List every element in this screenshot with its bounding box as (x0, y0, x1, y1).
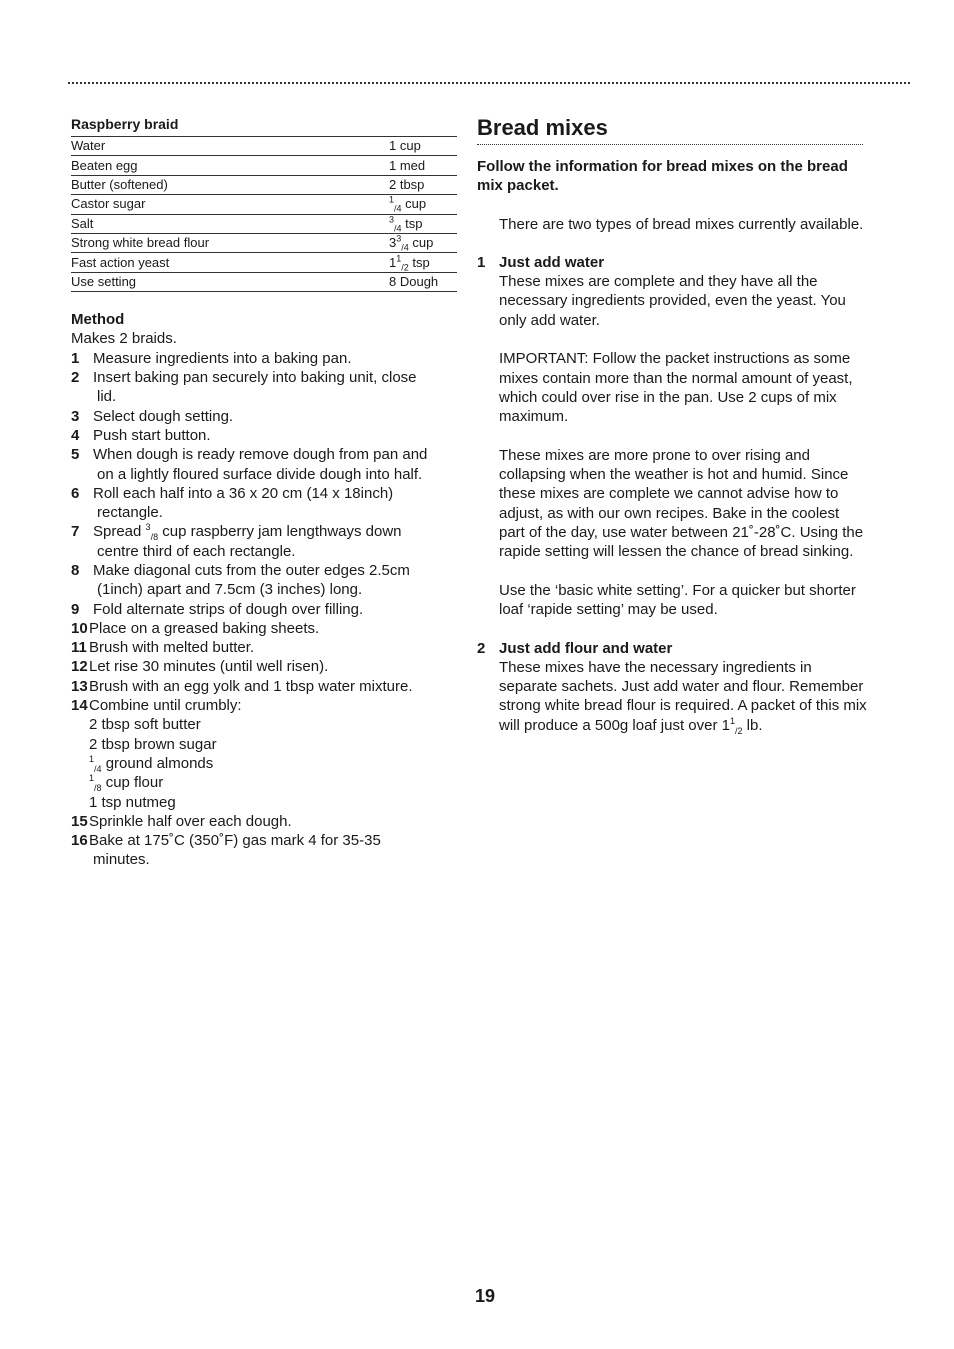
crumble-item: $^1_{/8}$ cup flour (89, 773, 164, 794)
ingredient-name: Salt (71, 214, 389, 233)
ingredient-name: Use setting (71, 272, 389, 291)
method-step: 3 Select dough setting. (71, 407, 234, 425)
method-step: 13 Brush with an egg yolk and 1 tbsp water mixture. (71, 677, 413, 695)
method-step: 10 Place on a greased baking sheets. (71, 619, 320, 637)
method-step: 16 Bake at 175˚C (350˚F) gas mark 4 for 35-35 minutes. (71, 832, 381, 869)
ingredient-row (71, 137, 457, 156)
bread-mixes-intro: Follow the information for bread mixes on the bread mix packet. (477, 158, 848, 195)
ingredient-name: Fast action yeast (71, 253, 389, 272)
method-step: 1 Measure ingredients into a baking pan. (71, 349, 352, 367)
ingredient-quantity: 1 cup (389, 137, 457, 156)
recipe-title: Raspberry braid (71, 116, 179, 132)
method-step: 9 Fold alternate strips of dough over filling. (71, 600, 364, 618)
ingredient-quantity: 1 med (389, 156, 457, 175)
top-dotted-rule (68, 82, 910, 84)
ingredient-row (71, 214, 457, 233)
method-intro: Makes 2 braids. (71, 330, 177, 348)
crumble-item: 2 tbsp brown sugar (89, 735, 217, 753)
ingredient-quantity: $1^1_{/2}$ tsp (389, 253, 457, 272)
ingredient-row (71, 175, 457, 194)
method-step: 2 Insert baking pan securely into baking unit, close lid. (71, 369, 417, 406)
method-title: Method (71, 311, 125, 329)
method-step: 15 Sprinkle half over each dough. (71, 812, 292, 830)
ingredient-name: Butter (softened) (71, 175, 389, 194)
crumble-item: 2 tbsp soft butter (89, 716, 201, 734)
ingredient-name: Water (71, 137, 389, 156)
ingredient-quantity: $^1_{/4}$ cup (389, 195, 457, 214)
recipe-column (71, 116, 457, 870)
heading-dotted-rule (477, 144, 863, 145)
mix-type-paragraph: IMPORTANT: Follow the packet instructions as some mixes contain more than the normal amount of yeast, which could over rise in the pan. Use 2 cups of mix maximum. (499, 350, 853, 426)
mix-type-heading: 2 Just add flour and water (477, 639, 673, 657)
ingredient-name: Beaten egg (71, 156, 389, 175)
method-step: 8 Make diagonal cuts from the outer edges 2.5cm (1inch) apart and 7.5cm (3 inches) long. (71, 561, 410, 599)
ingredient-row (71, 156, 457, 175)
mix-type-paragraph: Use the ‘basic white setting’. For a quicker but shorter loaf ‘rapide setting’ may be used. (499, 581, 856, 619)
ingredient-row (71, 195, 457, 214)
crumble-item: 1 tsp nutmeg (89, 793, 176, 811)
bread-mixes-column (477, 114, 867, 735)
method-step: 11 Brush with melted butter. (71, 639, 255, 657)
ingredient-quantity: 8 Dough (389, 272, 457, 291)
ingredient-row (71, 253, 457, 272)
bread-mixes-types: There are two types of bread mixes currently available. (499, 215, 864, 233)
mix-type-paragraph: These mixes have the necessary ingredients in separate sachets. Just add water and flour. Remember strong white bread flour is required. A packet of this mix will produce a 500g loaf just over $1^1_{/2}$ lb. (499, 658, 867, 736)
page-number: 19 (474, 1286, 496, 1306)
method-step: 6 Roll each half into a 36 x 20 cm (14 x 18inch) rectangle. (71, 484, 394, 522)
mix-type-heading: 1 Just add water (477, 253, 605, 271)
method-step: 12 Let rise 30 minutes (until well risen). (71, 658, 329, 676)
method-step: 4 Push start button. (71, 426, 211, 444)
ingredient-quantity: 2 tbsp (389, 175, 457, 194)
ingredients-table (71, 136, 457, 292)
mix-type-paragraph: These mixes are complete and they have all the necessary ingredients provided, even the yeast. You only add water. (499, 273, 846, 329)
ingredient-row (71, 272, 457, 291)
ingredient-quantity: $^3_{/4}$ tsp (389, 214, 457, 233)
mix-type-paragraph: These mixes are more prone to over rising and collapsing when the weather is hot and humid. Since these mixes are complete we cannot advise how to adjust, as with our own recipes. Bake in the coolest part of the day, use water between 21˚-28˚C. Using the rapide setting will lessen the chance of bread sinking. (499, 446, 864, 561)
method-step: 14 Combine until crumbly: (71, 697, 242, 715)
section-heading: Bread mixes (477, 115, 608, 140)
method-step: 5 When dough is ready remove dough from pan and on a lightly floured surface divide dough into half. (71, 446, 428, 483)
method-step: 7 Spread $^3_{/8}$ cup raspberry jam lengthways down centre third of each rectangle. (71, 522, 402, 560)
ingredient-quantity: $3^3_{/4}$ cup (389, 233, 457, 252)
crumble-item: $^1_{/4}$ ground almonds (89, 753, 214, 774)
ingredient-name: Strong white bread flour (71, 233, 389, 252)
ingredient-name: Castor sugar (71, 195, 389, 214)
ingredient-row (71, 233, 457, 252)
